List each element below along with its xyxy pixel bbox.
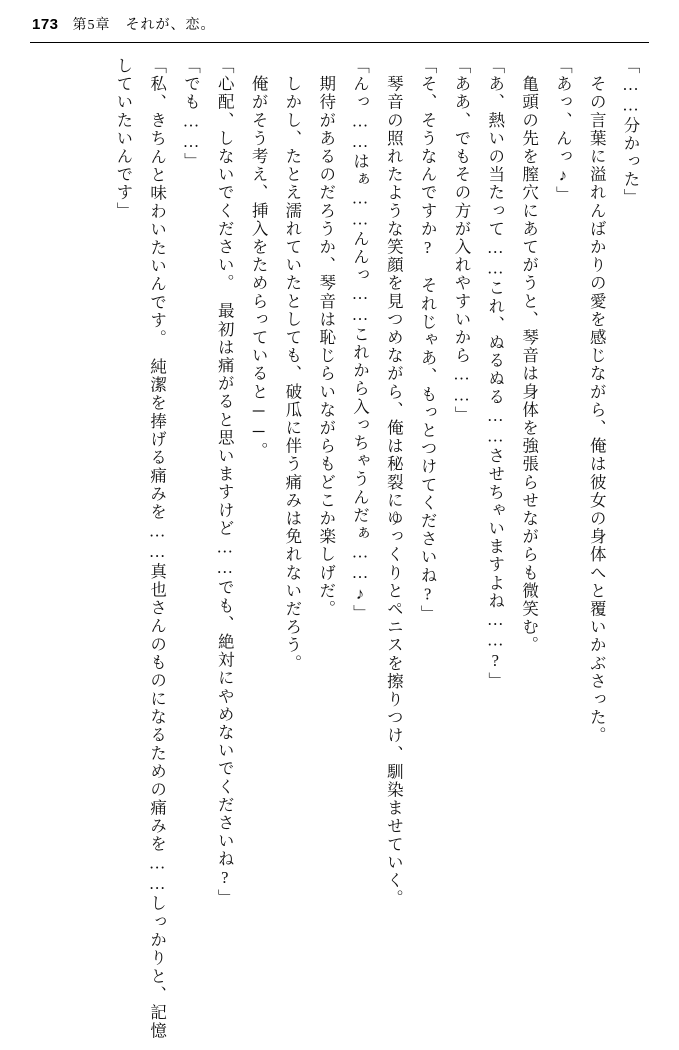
chapter-title: 第5章 それが、恋。 — [72, 18, 216, 33]
paragraph: 「そ、そうなんですか? それじゃあ、もっとつけてくださいね?」 — [418, 57, 438, 624]
paragraph: 「……分かった」 — [621, 57, 640, 207]
page-number: 173 — [32, 16, 59, 33]
paragraph: 琴音の照れたような笑顔を見つめながら、俺は秘裂にゆっくりとペニスを擦りつけ、馴染ませていく。 — [384, 57, 404, 908]
paragraph: 「んっ……はぁ……んんっ……これから入っちゃうんだぁ……♪」 — [350, 57, 370, 623]
paragraph: 「私、きちんと味わいたいんです。 純潔を捧げる痛みを……真也さんのものになるための痛みを……しっかりと、記憶していたいんです」 — [113, 57, 167, 1040]
paragraph: 亀頭の先を膣穴にあてがうと、琴音は身体を強張らせながらも微笑む。 — [519, 57, 539, 655]
paragraph: 「でも……」 — [181, 57, 201, 171]
paragraph: 「心配、しないでください。 最初は痛がると思いますけど……でも、絶対にやめないでくださいね?」 — [215, 57, 235, 907]
paragraph: 期待があるのだろうか、琴音は恥じらいながらもどこか楽しげだ。 — [316, 57, 336, 619]
paragraph: その言葉に溢れんばかりの愛を感じながら、俺は彼女の身体へと覆いかぶさった。 — [587, 57, 607, 745]
paragraph: 「ああ、でもその方が入れやすいから……」 — [451, 57, 471, 424]
paragraph: 俺がそう考え、挿入をためらっていると──。 — [249, 57, 269, 461]
paragraph: しかし、たとえ濡れていたとしても、破瓜に伴う痛みは免れないだろう。 — [282, 57, 302, 673]
page-body — [26, 43, 653, 1040]
page-header — [26, 14, 653, 40]
paragraph: 「あ、熱いの当たって……これ、ぬるぬる……させちゃいますよね……?」 — [485, 57, 505, 690]
paragraph: 「あっ、んっ♪」 — [553, 57, 573, 205]
vertical-text-block — [26, 57, 647, 1040]
